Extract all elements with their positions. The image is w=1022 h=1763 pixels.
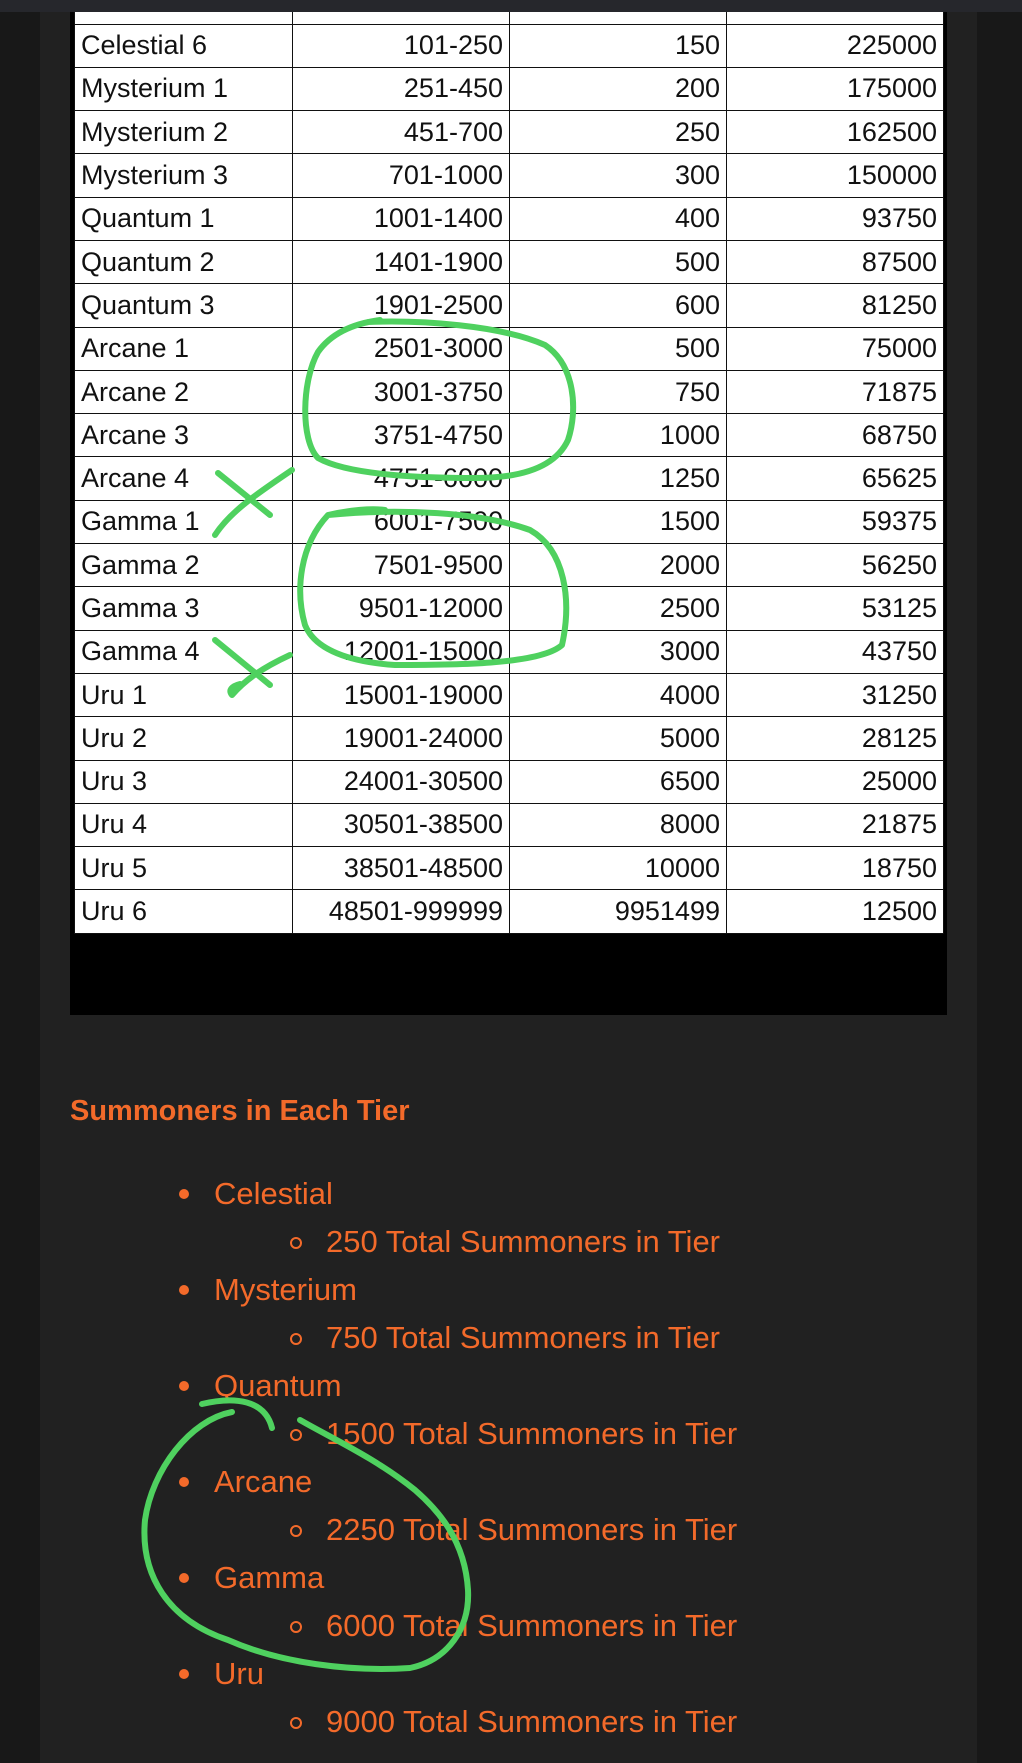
points-cell: 18750 xyxy=(727,847,944,890)
summoner-count-cell: 8000 xyxy=(510,803,727,846)
tier-name-cell: Arcane 3 xyxy=(75,414,293,457)
points-cell xyxy=(727,12,944,24)
points-cell: 93750 xyxy=(727,197,944,240)
rank-range-cell: 48501-999999 xyxy=(293,890,510,933)
tier-name-cell: Gamma 4 xyxy=(75,630,293,673)
tier-total-text: 750 Total Summoners in Tier xyxy=(326,1320,721,1355)
table-row xyxy=(75,284,944,327)
points-cell: 225000 xyxy=(727,24,944,67)
bullet-dot-icon xyxy=(179,1477,189,1487)
tier-total-text: 6000 Total Summoners in Tier xyxy=(326,1608,738,1643)
table-row xyxy=(75,630,944,673)
rank-range-cell: 38501-48500 xyxy=(293,847,510,890)
circle-bullet-icon xyxy=(290,1429,302,1441)
tier-total-item xyxy=(0,1698,1022,1746)
table-body xyxy=(75,12,944,933)
tier-total-item xyxy=(0,1410,1022,1458)
tier-name: Celestial xyxy=(214,1176,333,1211)
table-row xyxy=(75,67,944,110)
summoner-count-cell: 150 xyxy=(510,24,727,67)
points-cell: 75000 xyxy=(727,327,944,370)
table-row xyxy=(75,197,944,240)
section-heading: Summoners in Each Tier xyxy=(70,1095,410,1127)
summoner-count-cell: 2000 xyxy=(510,544,727,587)
rank-range-cell: 30501-38500 xyxy=(293,803,510,846)
points-cell: 12500 xyxy=(727,890,944,933)
rank-range-cell: 701-1000 xyxy=(293,154,510,197)
tier-name: Mysterium xyxy=(214,1272,357,1307)
tier-name-cell: Quantum 3 xyxy=(75,284,293,327)
summoner-count-cell: 5000 xyxy=(510,717,727,760)
table-row xyxy=(75,24,944,67)
table-row xyxy=(75,154,944,197)
bullet-dot-icon xyxy=(179,1669,189,1679)
tier-name-cell: Mysterium 3 xyxy=(75,154,293,197)
bullet-dot-icon xyxy=(179,1189,189,1199)
rank-range-cell: 451-700 xyxy=(293,111,510,154)
points-cell: 25000 xyxy=(727,760,944,803)
top-status-bar xyxy=(0,0,1022,12)
rank-range-cell: 251-450 xyxy=(293,67,510,110)
tier-list-item xyxy=(0,1362,1022,1458)
tier-list-item xyxy=(0,1554,1022,1650)
summoner-count-cell: 1000 xyxy=(510,414,727,457)
summoner-count-cell: 10000 xyxy=(510,847,727,890)
tier-name-cell: Uru 4 xyxy=(75,803,293,846)
table-row xyxy=(75,544,944,587)
table-row xyxy=(75,457,944,500)
tier-name: Gamma xyxy=(214,1560,325,1595)
rank-range-cell: 24001-30500 xyxy=(293,760,510,803)
summoner-count-cell: 500 xyxy=(510,240,727,283)
table-row xyxy=(75,370,944,413)
table-row xyxy=(75,327,944,370)
tier-name-cell: Uru 3 xyxy=(75,760,293,803)
tier-name-cell: Quantum 2 xyxy=(75,240,293,283)
points-cell: 162500 xyxy=(727,111,944,154)
rank-range-cell: 9501-12000 xyxy=(293,587,510,630)
summoner-count-cell xyxy=(510,12,727,24)
rank-range-cell: 3751-4750 xyxy=(293,414,510,457)
tier-name-cell: Arcane 2 xyxy=(75,370,293,413)
table-row xyxy=(75,890,944,933)
table-row xyxy=(75,847,944,890)
tier-list-item xyxy=(0,1458,1022,1554)
summoner-count-cell: 400 xyxy=(510,197,727,240)
rank-range-cell: 101-250 xyxy=(293,24,510,67)
tier-total-text: 1500 Total Summoners in Tier xyxy=(326,1416,738,1451)
points-cell: 53125 xyxy=(727,587,944,630)
rank-range-cell: 1001-1400 xyxy=(293,197,510,240)
summoner-count-cell: 9951499 xyxy=(510,890,727,933)
tier-name-cell: Uru 6 xyxy=(75,890,293,933)
tier-name-cell: Uru 2 xyxy=(75,717,293,760)
tier-name-cell xyxy=(75,12,293,24)
bullet-dot-icon xyxy=(179,1573,189,1583)
tier-total-text: 9000 Total Summoners in Tier xyxy=(326,1704,738,1739)
tier-name-cell: Uru 5 xyxy=(75,847,293,890)
table-row xyxy=(75,111,944,154)
tier-total-item xyxy=(0,1218,1022,1266)
tier-name-cell: Gamma 2 xyxy=(75,544,293,587)
tier-name: Arcane xyxy=(214,1464,313,1499)
rank-range-cell: 2501-3000 xyxy=(293,327,510,370)
points-cell: 71875 xyxy=(727,370,944,413)
rank-range-cell: 3001-3750 xyxy=(293,370,510,413)
table-row-partial xyxy=(75,12,944,24)
summoner-count-cell: 3000 xyxy=(510,630,727,673)
rank-range-cell: 12001-15000 xyxy=(293,630,510,673)
rank-range-cell xyxy=(293,12,510,24)
tier-name-cell: Arcane 4 xyxy=(75,457,293,500)
table-row xyxy=(75,760,944,803)
summoner-count-cell: 2500 xyxy=(510,587,727,630)
points-cell: 81250 xyxy=(727,284,944,327)
points-cell: 65625 xyxy=(727,457,944,500)
rank-range-cell: 7501-9500 xyxy=(293,544,510,587)
rank-range-cell: 6001-7500 xyxy=(293,500,510,543)
tier-name-cell: Mysterium 1 xyxy=(75,67,293,110)
bullet-dot-icon xyxy=(179,1381,189,1391)
tier-name-cell: Quantum 1 xyxy=(75,197,293,240)
tier-rank-table xyxy=(74,12,944,934)
tier-list xyxy=(0,1170,1022,1746)
points-cell: 56250 xyxy=(727,544,944,587)
circle-bullet-icon xyxy=(290,1333,302,1345)
tier-name-cell: Arcane 1 xyxy=(75,327,293,370)
tier-total-item xyxy=(0,1602,1022,1650)
points-cell: 175000 xyxy=(727,67,944,110)
tier-name: Quantum xyxy=(214,1368,342,1403)
tier-list-item xyxy=(0,1650,1022,1746)
circle-bullet-icon xyxy=(290,1237,302,1249)
points-cell: 31250 xyxy=(727,673,944,716)
points-cell: 28125 xyxy=(727,717,944,760)
tier-list-item xyxy=(0,1266,1022,1362)
summoner-count-cell: 1250 xyxy=(510,457,727,500)
table-row xyxy=(75,717,944,760)
table-row xyxy=(75,500,944,543)
summoner-count-cell: 4000 xyxy=(510,673,727,716)
tier-name-cell: Gamma 1 xyxy=(75,500,293,543)
points-cell: 21875 xyxy=(727,803,944,846)
summoner-count-cell: 250 xyxy=(510,111,727,154)
tier-list-item xyxy=(0,1170,1022,1266)
points-cell: 43750 xyxy=(727,630,944,673)
rank-range-cell: 19001-24000 xyxy=(293,717,510,760)
rank-range-cell: 15001-19000 xyxy=(293,673,510,716)
table-row xyxy=(75,240,944,283)
tier-name: Uru xyxy=(214,1656,264,1691)
table-row xyxy=(75,803,944,846)
rank-range-cell: 4751-6000 xyxy=(293,457,510,500)
tier-name-cell: Uru 1 xyxy=(75,673,293,716)
summoner-count-cell: 500 xyxy=(510,327,727,370)
summoner-count-cell: 750 xyxy=(510,370,727,413)
tier-total-text: 2250 Total Summoners in Tier xyxy=(326,1512,738,1547)
table-row xyxy=(75,587,944,630)
bullet-dot-icon xyxy=(179,1285,189,1295)
points-cell: 59375 xyxy=(727,500,944,543)
rank-range-cell: 1901-2500 xyxy=(293,284,510,327)
tier-total-item xyxy=(0,1506,1022,1554)
summoner-count-cell: 600 xyxy=(510,284,727,327)
summoner-count-cell: 300 xyxy=(510,154,727,197)
circle-bullet-icon xyxy=(290,1525,302,1537)
points-cell: 68750 xyxy=(727,414,944,457)
circle-bullet-icon xyxy=(290,1621,302,1633)
summoner-count-cell: 6500 xyxy=(510,760,727,803)
tier-name-cell: Celestial 6 xyxy=(75,24,293,67)
tier-total-text: 250 Total Summoners in Tier xyxy=(326,1224,721,1259)
table-row xyxy=(75,673,944,716)
summoner-count-cell: 1500 xyxy=(510,500,727,543)
tier-name-cell: Mysterium 2 xyxy=(75,111,293,154)
points-cell: 87500 xyxy=(727,240,944,283)
circle-bullet-icon xyxy=(290,1717,302,1729)
tier-total-item xyxy=(0,1314,1022,1362)
summoner-count-cell: 200 xyxy=(510,67,727,110)
table-row xyxy=(75,414,944,457)
rank-range-cell: 1401-1900 xyxy=(293,240,510,283)
points-cell: 150000 xyxy=(727,154,944,197)
tier-name-cell: Gamma 3 xyxy=(75,587,293,630)
